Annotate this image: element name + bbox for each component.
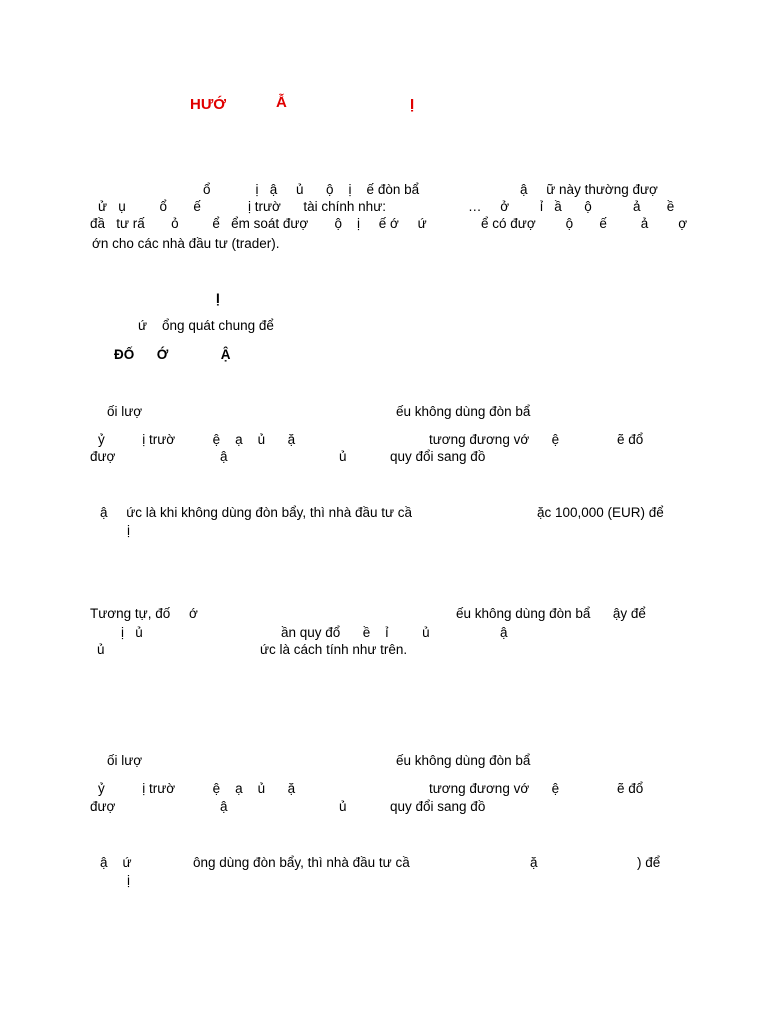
block1-line1-a: ối lượ	[107, 404, 143, 419]
block3-line4-a: ậ ứ	[100, 855, 132, 870]
block3-line4-c: ặ	[530, 855, 538, 870]
intro-line2-d: ỉ ầ ộ ả ề	[540, 199, 675, 214]
intro-line4: ớn cho các nhà đầu tư (trader).	[92, 236, 280, 251]
block3-line1-b: ếu không dùng đòn bẩ	[396, 753, 531, 768]
intro-line2-a: ử ụ ổ ế	[98, 199, 201, 214]
block1-line1-b: ếu không dùng đòn bẩ	[396, 404, 531, 419]
block3-line4-b: ông dùng đòn bẩy, thì nhà đầu tư cầ	[193, 855, 410, 870]
block3-line2-c: ẽ đổ	[617, 781, 644, 796]
block2-line2-c: ậ	[500, 625, 508, 640]
block3-line4-d: ) để	[637, 855, 661, 870]
block1-line3-a: đượ	[90, 449, 116, 464]
block1-line3-b: ậ	[220, 449, 228, 464]
intro-line3-a: đầ tư rấ ỏ ể ểm soát đượ ộ ị ế ớ ứ	[90, 216, 427, 231]
block3-line3-b: ậ	[220, 799, 228, 814]
block3-line5: ị	[127, 873, 130, 888]
block2-line3-b: ức là cách tính như trên.	[260, 642, 408, 657]
intro-line1-a: ổ ị ậ ủ ộ ị ế đòn bẩ	[203, 182, 420, 197]
intro-line3-b: ể có đượ ộ ế ả ợ	[481, 216, 688, 231]
block1-line3-d: quy đổi sang đồ	[390, 449, 486, 464]
block2-line1-a: Tương tự, đố ớ	[90, 606, 198, 621]
block3-line2-a: ỷ ị trườ ệ ạ ủ ặ	[98, 781, 296, 796]
block2-line2-a: ị ủ	[121, 625, 143, 640]
block3-line3-c: ủ	[339, 799, 347, 814]
block3-line1-a: ối lượ	[107, 753, 143, 768]
block2-line1-b: ếu không dùng đòn bẩ ậy để	[456, 606, 646, 621]
block2-line2-b: ần quy đổ ề ỉ ủ	[281, 625, 430, 640]
block2-line3-a: ủ	[97, 642, 105, 657]
block1-line5: ị	[127, 523, 130, 538]
block3-line3-d: quy đổi sang đồ	[390, 799, 486, 814]
block1-line4-b: ặc 100,000 (EUR) để	[537, 505, 664, 520]
section-heading: Ị	[216, 291, 220, 306]
title-part-3: Ị	[410, 96, 415, 113]
block1-line4-a: ậ ức là khi không dùng đòn bẩy, thì nhà đầu tư cầ	[100, 505, 413, 520]
intro-line2-c: … ở	[468, 199, 510, 214]
title-part-2: Ẫ	[276, 94, 287, 111]
intro-line2-b: ị trườ tài chính như:	[248, 199, 386, 214]
block1-line2-b: tương đương vớ ệ	[429, 432, 560, 447]
block3-line2-b: tương đương vớ ệ	[429, 781, 560, 796]
title-part-1: HƯỚ	[190, 96, 227, 113]
block1-line2-c: ẽ đổ	[617, 432, 644, 447]
block1-line3-c: ủ	[339, 449, 347, 464]
block1-line2-a: ỷ ị trườ ệ ạ ủ ặ	[98, 432, 296, 447]
section-subline: ứ ổng quát chung để	[138, 318, 274, 333]
intro-line1-b: ậ ữ này thường đượ	[520, 182, 658, 197]
section-bold-line: ĐỐ Ớ Ậ	[114, 347, 231, 362]
block3-line3-a: đượ	[90, 799, 116, 814]
